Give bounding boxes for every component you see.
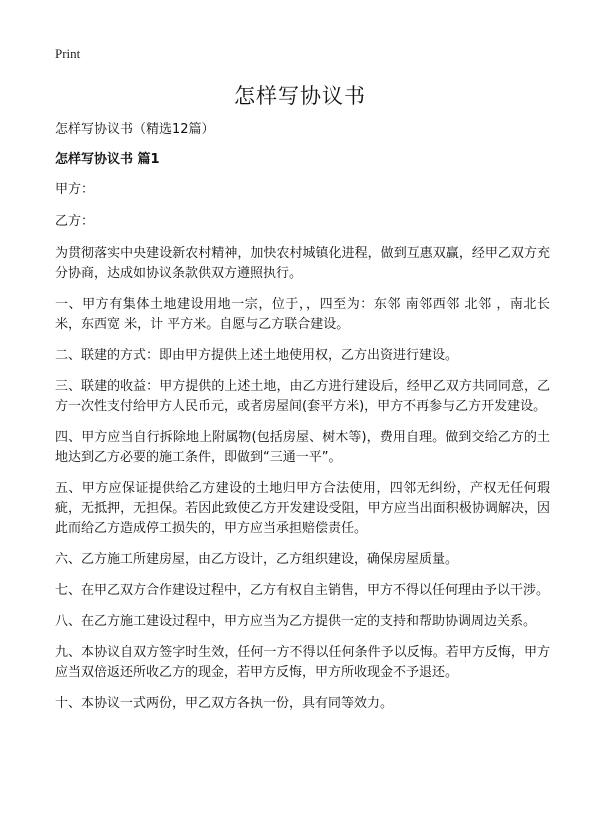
paragraph-clause-1: 一、甲方有集体土地建设用地一宗，位于，，四至为：东邻 南邻西邻 北邻 ，南北长米，东西宽 米，计 平方米。自愿与乙方联合建设。 (55, 297, 550, 332)
paragraph-clause-5: 五、甲方应保证提供给乙方建设的土地归甲方合法使用，四邻无纠纷，产权无任何瑕疵，无抵押，无担保。若因此致使乙方开发建设受阻，甲方应当出面积极协调解决，因此而给乙方造成停工损失的，甲方应当承担赔偿责任。 (55, 481, 550, 536)
paragraph-clause-7: 七、在甲乙双方合作建设过程中，乙方有权自主销售，甲方不得以任何理由予以干涉。 (55, 583, 550, 598)
paragraph-clause-6: 六、乙方施工所建房屋，由乙方设计，乙方组织建设，确保房屋质量。 (55, 552, 459, 567)
paragraph-clause-8: 八、在乙方施工建设过程中，甲方应当为乙方提供一定的支持和帮助协调周边关系。 (55, 614, 537, 629)
party-b-line: 乙方： (55, 214, 95, 229)
paragraph-clause-4: 四、甲方应当自行拆除地上附属物(包括房屋、树木等)，费用自理。做到交给乙方的土地达到乙方必要的施工条件，即做到“三通一平”。 (55, 430, 550, 465)
paragraph-clause-9: 九、本协议自双方签字时生效，任何一方不得以任何条件予以反悔。若甲方反悔，甲方应当双倍返还所收乙方的现金，若甲方反悔，甲方所收现金不予退还。 (55, 645, 550, 680)
party-a-line: 甲方： (55, 182, 95, 197)
paragraph-clause-2: 二、联建的方式：即由甲方提供上述土地使用权，乙方出资进行建设。 (55, 348, 459, 363)
paragraph-clause-3: 三、联建的收益：甲方提供的上述土地，由乙方进行建设后，经甲乙双方共同同意，乙方一次性支付给甲方人民币元，或者房屋间(套平方米)，甲方不再参与乙方开发建设。 (55, 379, 550, 414)
section-heading: 怎样写协议书 篇1 (55, 152, 160, 167)
paragraph-intro: 为贯彻落实中央建设新农村精神，加快农村城镇化进程，做到互惠双赢，经甲乙双方充分协商，达成如协议条款供双方遵照执行。 (55, 246, 550, 281)
document-subtitle: 怎样写协议书（精选12篇） (55, 122, 215, 137)
document-body (55, 120, 550, 725)
page-title: 怎样写协议书 (234, 84, 366, 108)
print-label: Print (55, 46, 81, 61)
paragraph-clause-10: 十、本协议一式两份，甲乙双方各执一份，具有同等效力。 (55, 696, 394, 711)
